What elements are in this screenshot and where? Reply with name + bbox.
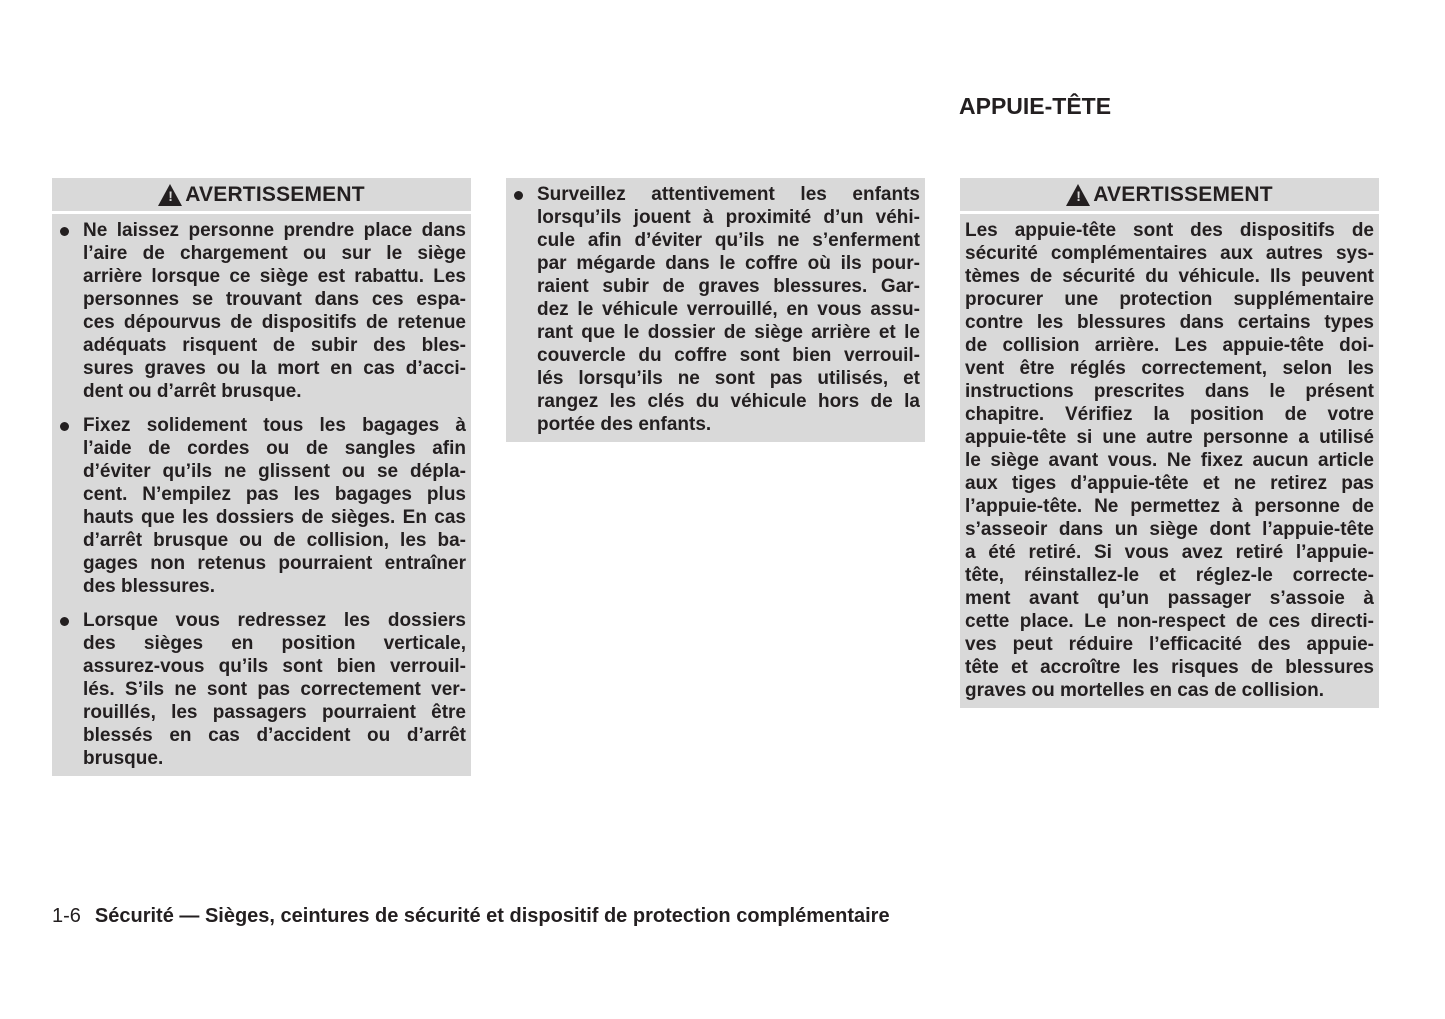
text-line: portée des enfants. xyxy=(537,414,712,435)
page-footer xyxy=(52,905,890,928)
text-line: appuie-tête si une autre personne a utilisé xyxy=(965,427,1374,448)
text-line: gages non retenus pourraient entraîner xyxy=(83,553,466,574)
footer-chapter-title: Sécurité — Sièges, ceintures de sécurité et dispositif de protection complémentaire xyxy=(94,905,890,927)
warning-box-headrest xyxy=(960,178,1379,708)
text-line: cule afin d’éviter qu’ils ne s’enferment xyxy=(537,230,920,251)
text-line: aux tiges d’appuie-tête et ne retirez pas xyxy=(965,473,1374,494)
text-line: d’éviter qu’ils ne glissent ou se dépla- xyxy=(83,461,466,482)
text-line: instructions prescrites dans le présent xyxy=(965,381,1374,402)
bullet-item xyxy=(55,414,466,598)
text-line: contre les blessures dans certains types xyxy=(965,312,1374,333)
text-line: tèmes de sécurité du véhicule. Ils peuvent xyxy=(965,266,1374,287)
text-line: blessés en cas d’accident ou d’arrêt xyxy=(83,725,466,746)
section-title: APPUIE-TÊTE xyxy=(959,93,1112,119)
text-line: s’asseoir dans un siège dont l’appuie-tête xyxy=(965,519,1374,540)
text-line: de collision arrière. Les appuie-tête doi- xyxy=(965,335,1374,356)
warning-icon: ! xyxy=(158,184,182,206)
text-line: rouillés, les passagers pourraient être xyxy=(83,702,466,723)
text-line: Ne laissez personne prendre place dans xyxy=(83,220,466,241)
warning-label: AVERTISSEMENT xyxy=(1093,182,1273,206)
text-line: lés lorsqu’ils ne sont pas utilisés, et xyxy=(537,368,920,389)
children-warning-box xyxy=(506,178,925,442)
text-line: adéquats risquent de subir des bles- xyxy=(83,335,466,356)
text-line: le siège avant vous. Ne fixez aucun article xyxy=(965,450,1374,471)
text-line: procurer une protection supplémentaire xyxy=(965,289,1374,310)
text-line: personnes se trouvant dans ces espa- xyxy=(83,289,466,310)
warning-box-cargo xyxy=(52,178,471,776)
text-line: l’aide de cordes ou de sangles afin xyxy=(83,438,466,459)
text-line: tête, réinstallez-le et réglez-le correcte- xyxy=(965,565,1374,586)
bullet-icon xyxy=(60,617,69,626)
text-line: chapitre. Vérifiez la position de votre xyxy=(965,404,1374,425)
bullet-item xyxy=(509,183,920,436)
text-line: arrière lorsque ce siège est rabattu. Les xyxy=(83,266,466,287)
text-line: sécurité complémentaires aux autres sys- xyxy=(965,243,1374,264)
text-line: ment avant qu’un passager s’assoie à xyxy=(965,588,1374,609)
bullet-item xyxy=(55,219,466,403)
bullet-icon xyxy=(60,422,69,431)
text-line: hauts que les dossiers de sièges. En cas xyxy=(83,507,466,528)
text-line: lés. S’ils ne sont pas correctement ver- xyxy=(83,679,466,700)
text-line: Surveillez attentivement les enfants xyxy=(537,184,920,205)
text-line: lorsqu’ils jouent à proximité d’un véhi- xyxy=(537,207,920,228)
text-line: ves peut réduire l’efficacité des appuie- xyxy=(965,634,1374,655)
text-line: dent ou d’arrêt brusque. xyxy=(83,381,302,402)
text-line: d’arrêt brusque ou de collision, les ba- xyxy=(83,530,466,551)
text-line: dez le véhicule verrouillé, en vous assu- xyxy=(537,299,920,320)
text-line: Lorsque vous redressez les dossiers xyxy=(83,610,466,631)
text-line: l’appuie-tête. Ne permettez à personne de xyxy=(965,496,1374,517)
bullet-item xyxy=(55,609,466,770)
text-line: tête et accroître les risques de blessures xyxy=(965,657,1374,678)
bullet-icon xyxy=(514,191,523,200)
text-line: a été retiré. Si vous avez retiré l’appuie- xyxy=(965,542,1374,563)
text-line: brusque. xyxy=(83,748,164,769)
text-line: graves ou mortelles en cas de collision. xyxy=(965,680,1325,701)
text-line: l’aire de chargement ou sur le siège xyxy=(83,243,466,264)
warning-icon: ! xyxy=(1066,184,1090,206)
text-line: rangez les clés du véhicule hors de la xyxy=(537,391,920,412)
text-line: raient subir de graves blessures. Gar- xyxy=(537,276,920,297)
text-line: vent être réglés correctement, selon les xyxy=(965,358,1374,379)
text-line: Les appuie-tête sont des dispositifs de xyxy=(965,220,1374,241)
text-line: des sièges en position verticale, xyxy=(83,633,466,654)
warning-label: AVERTISSEMENT xyxy=(185,182,365,206)
text-line: rant que le dossier de siège arrière et le xyxy=(537,322,920,343)
warning-header xyxy=(960,178,1379,214)
text-line: ces dépourvus de dispositifs de retenue xyxy=(83,312,466,333)
text-line: cent. N’empilez pas les bagages plus xyxy=(83,484,466,505)
text-line: assurez-vous qu’ils sont bien verrouil- xyxy=(83,656,466,677)
warning-header xyxy=(52,178,471,214)
text-line: cette place. Le non-respect de ces directi- xyxy=(965,611,1374,632)
text-line: par mégarde dans le coffre où ils pour- xyxy=(537,253,920,274)
text-line: sures graves ou la mort en cas d’acci- xyxy=(83,358,466,379)
text-line: des blessures. xyxy=(83,576,216,597)
text-line: Fixez solidement tous les bagages à xyxy=(83,415,466,436)
bullet-icon xyxy=(60,227,69,236)
page-number: 1-6 xyxy=(52,905,81,927)
text-line: couvercle du coffre sont bien verrouil- xyxy=(537,345,920,366)
